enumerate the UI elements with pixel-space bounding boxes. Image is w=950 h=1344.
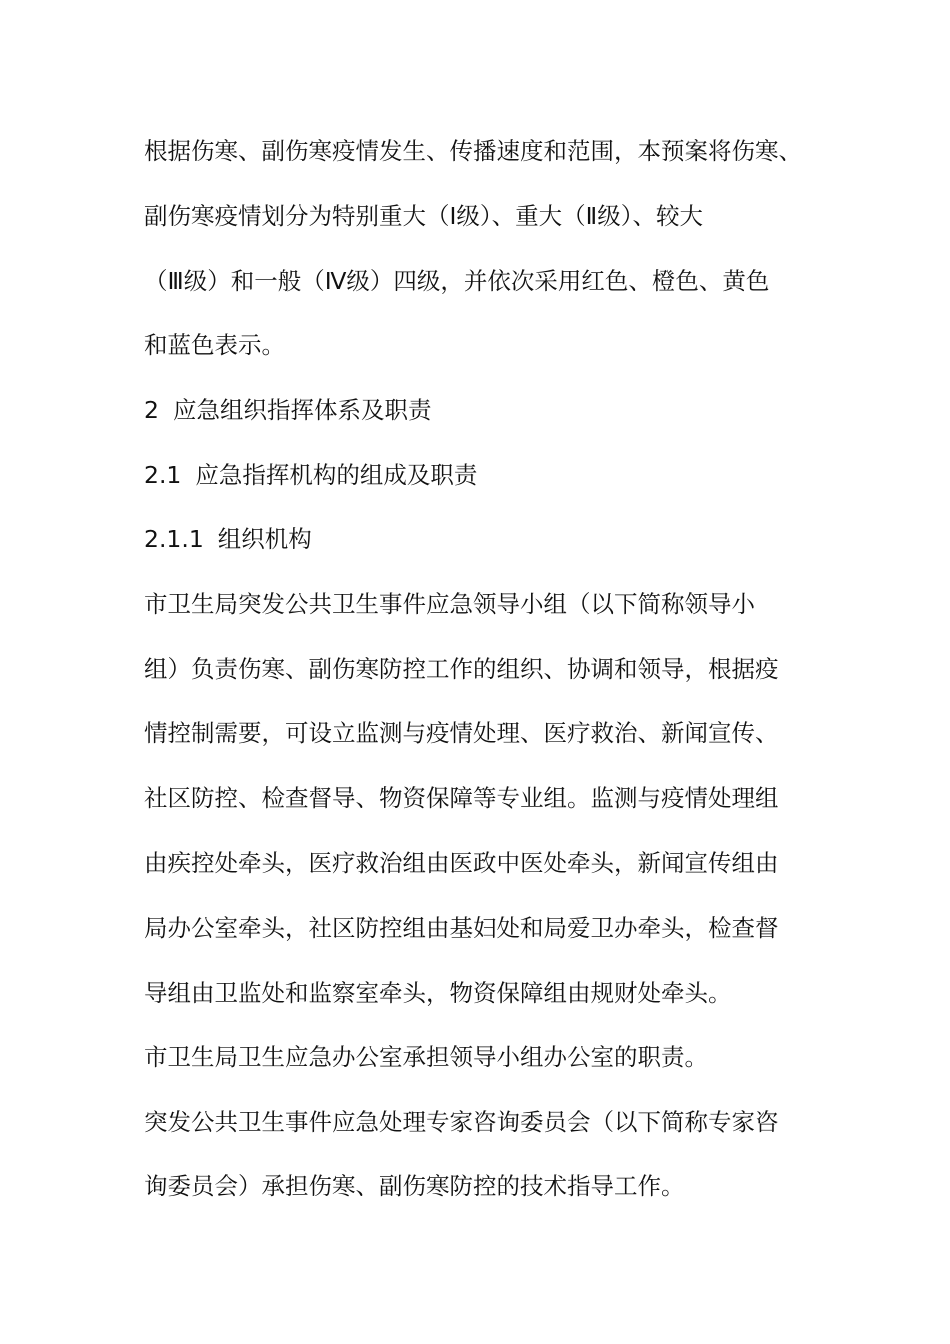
paragraph-line: 社区防控、检查督导、物资保障等专业组。监测与疫情处理组 [144, 784, 779, 812]
section-heading-2-1 [144, 459, 844, 491]
paragraph-line: 导组由卫监处和监察室牵头，物资保障组由规财处牵头。 [144, 979, 732, 1007]
paragraph-line: 根据伤寒、副伤寒疫情发生、传播速度和范围，本预案将伤寒、 [144, 137, 802, 165]
paragraph-line: 询委员会）承担伤寒、副伤寒防控的技术指导工作。 [144, 1172, 685, 1200]
section-title: 应急指挥机构的组成及职责 [195, 461, 478, 489]
section-title: 应急组织指挥体系及职责 [172, 396, 432, 424]
section-heading-2 [144, 394, 844, 426]
paragraph-line: 副伤寒疫情划分为特别重大（Ⅰ级）、重大（Ⅱ级）、较大 [144, 202, 703, 230]
paragraph-line: （Ⅲ级）和一般（Ⅳ级）四级，并依次采用红色、橙色、黄色 [144, 267, 770, 295]
section-number: 2.1.1 [144, 525, 204, 553]
paragraph-line: 市卫生局卫生应急办公室承担领导小组办公室的职责。 [144, 1043, 708, 1071]
paragraph-line: 和蓝色表示。 [144, 331, 285, 359]
paragraph-line: 突发公共卫生事件应急处理专家咨询委员会（以下简称专家咨 [144, 1108, 779, 1136]
paragraph-line: 由疾控处牵头，医疗救治组由医政中医处牵头，新闻宣传组由 [144, 849, 779, 877]
section-number: 2 [144, 396, 159, 424]
paragraph-line: 市卫生局突发公共卫生事件应急领导小组（以下简称领导小 [144, 590, 755, 618]
paragraph-line: 情控制需要，可设立监测与疫情处理、医疗救治、新闻宣传、 [144, 719, 779, 747]
section-heading-2-1-1 [144, 523, 844, 555]
section-title: 组织机构 [217, 525, 312, 553]
section-number: 2.1 [144, 461, 182, 489]
paragraph-line: 组）负责伤寒、副伤寒防控工作的组织、协调和领导，根据疫 [144, 655, 779, 683]
paragraph-line: 局办公室牵头，社区防控组由基妇处和局爱卫办牵头，检查督 [144, 914, 779, 942]
